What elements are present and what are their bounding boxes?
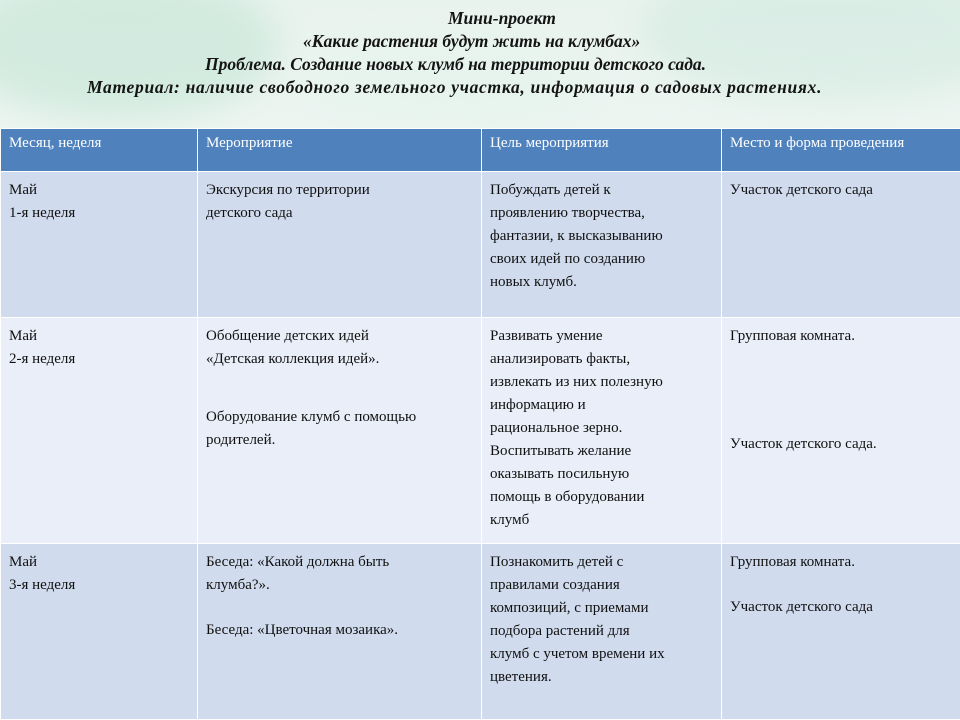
event-line: Обобщение детских идей (206, 328, 369, 344)
table-header-row (1, 129, 960, 172)
goal-line: информацию и (490, 397, 586, 413)
table-row (1, 318, 960, 544)
event-line: Беседа: «Цветочная мозаика». (206, 622, 399, 638)
goal-line: композиций, с приемами (490, 600, 649, 616)
event-line: Беседа: «Какой должна быть (206, 554, 390, 570)
cell-event (198, 318, 482, 544)
cell-place (722, 172, 960, 318)
material-statement: Материал: наличие свободного земельного участка, информация о садовых растениях. (87, 77, 823, 97)
column-header-event: Мероприятие (198, 129, 482, 172)
goal-line: клумб (490, 512, 530, 528)
cell-goal (482, 544, 722, 720)
table-row (1, 172, 960, 318)
cell-goal (482, 172, 722, 318)
goal-line: фантазии, к высказыванию (490, 228, 663, 244)
spacer (730, 574, 952, 596)
week-text: 1-я неделя (9, 205, 76, 221)
table-row (1, 544, 960, 720)
cell-month-week (1, 544, 198, 720)
goal-line: Побуждать детей к (490, 182, 611, 198)
cell-month-week (1, 172, 198, 318)
spacer (206, 597, 473, 619)
week-text: 3-я неделя (9, 577, 76, 593)
spacer (730, 348, 952, 433)
month-text: Май (9, 182, 38, 198)
place-line: Групповая комната. (730, 554, 855, 570)
goal-line: своих идей по созданию (490, 251, 646, 267)
cell-goal (482, 318, 722, 544)
place-line: Участок детского сада (730, 599, 873, 615)
place-line: Участок детского сада. (730, 436, 877, 452)
week-text: 2-я неделя (9, 351, 76, 367)
cell-place (722, 318, 960, 544)
goal-line: анализировать факты, (490, 351, 631, 367)
month-text: Май (9, 554, 38, 570)
event-line: Экскурсия по территории (206, 182, 370, 198)
goal-line: рациональное зерно. (490, 420, 623, 436)
event-line: родителей. (206, 432, 276, 448)
goal-line: клумб с учетом времени их (490, 646, 665, 662)
goal-line: извлекать из них полезную (490, 374, 663, 390)
place-line: Участок детского сада (730, 182, 873, 198)
spacer (206, 371, 473, 406)
month-text: Май (9, 328, 38, 344)
project-plan-table (0, 128, 960, 720)
cell-place (722, 544, 960, 720)
goal-line: проявлению творчества, (490, 205, 645, 221)
document-header (0, 0, 960, 132)
goal-line: новых клумб. (490, 274, 577, 290)
problem-statement: Проблема. Создание новых клумб на территории детского сада. (205, 54, 707, 74)
event-line: «Детская коллекция идей». (206, 351, 380, 367)
event-line: Оборудование клумб с помощью (206, 409, 417, 425)
goal-line: оказывать посильную (490, 466, 630, 482)
column-header-month: Месяц, неделя (1, 129, 198, 172)
goal-line: Воспитывать желание (490, 443, 632, 459)
column-header-goal: Цель мероприятия (482, 129, 722, 172)
goal-line: помощь в оборудовании (490, 489, 645, 505)
project-type-title: Мини-проект (448, 8, 556, 28)
event-line: детского сада (206, 205, 293, 221)
place-line: Групповая комната. (730, 328, 855, 344)
goal-line: цветения. (490, 669, 552, 685)
cell-event (198, 544, 482, 720)
column-header-place: Место и форма проведения (722, 129, 960, 172)
goal-line: правилами создания (490, 577, 620, 593)
cell-event (198, 172, 482, 318)
cell-month-week (1, 318, 198, 544)
goal-line: подбора растений для (490, 623, 630, 639)
goal-line: Познакомить детей с (490, 554, 624, 570)
project-title: «Какие растения будут жить на клумбах» (303, 31, 641, 51)
goal-line: Развивать умение (490, 328, 603, 344)
event-line: клумба?». (206, 577, 270, 593)
